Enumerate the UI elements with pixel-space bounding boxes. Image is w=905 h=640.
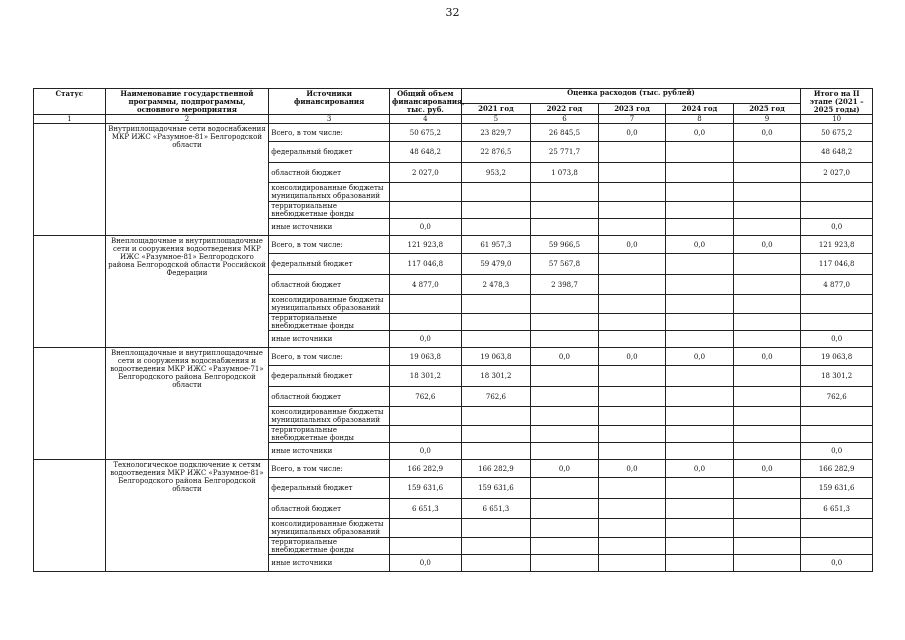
value-y2023 [598, 219, 666, 236]
value-y2024 [666, 163, 734, 183]
value-y2022: 0,0 [531, 348, 599, 366]
header-stage-total: Итого на II этапе (2021 – 2025 годы) [801, 89, 873, 115]
value-y2021 [461, 331, 531, 348]
column-number: 5 [461, 115, 531, 124]
value-total: 19 063,8 [390, 348, 462, 366]
value-y2021 [461, 538, 531, 555]
column-number: 7 [598, 115, 666, 124]
value-stage: 159 631,6 [801, 478, 873, 499]
funding-source: федеральный бюджет [269, 254, 390, 275]
value-y2021 [461, 295, 531, 314]
funding-source: иные источники [269, 555, 390, 572]
value-total: 6 651,3 [390, 499, 462, 519]
value-total [390, 519, 462, 538]
value-y2024 [666, 519, 734, 538]
value-stage [801, 426, 873, 443]
value-total [390, 426, 462, 443]
funding-source: консолидированные бюджеты муниципальных образований [269, 295, 390, 314]
funding-source: территориальные внебюджетные фонды [269, 426, 390, 443]
value-y2021 [461, 443, 531, 460]
funding-source: консолидированные бюджеты муниципальных образований [269, 519, 390, 538]
value-y2023 [598, 254, 666, 275]
value-y2021: 61 957,3 [461, 236, 531, 254]
value-stage [801, 407, 873, 426]
program-name: Внутриплощадочные сети водоснабжения МКР ИЖС «Разумное-81» Белгородской области [105, 124, 269, 236]
value-total [390, 314, 462, 331]
value-y2021 [461, 407, 531, 426]
value-total: 159 631,6 [390, 478, 462, 499]
value-y2022 [531, 519, 599, 538]
value-y2021 [461, 202, 531, 219]
value-y2022 [531, 407, 599, 426]
column-number: 10 [801, 115, 873, 124]
value-y2021 [461, 314, 531, 331]
value-y2023 [598, 387, 666, 407]
value-y2025 [733, 163, 801, 183]
value-y2023 [598, 555, 666, 572]
funding-source: Всего, в том числе: [269, 460, 390, 478]
value-y2022: 1 073,8 [531, 163, 599, 183]
value-y2021: 166 282,9 [461, 460, 531, 478]
value-total [390, 538, 462, 555]
value-y2024 [666, 555, 734, 572]
value-y2025 [733, 426, 801, 443]
value-y2025: 0,0 [733, 124, 801, 142]
value-y2022 [531, 295, 599, 314]
funding-source: иные источники [269, 331, 390, 348]
column-number: 4 [390, 115, 462, 124]
value-y2024 [666, 314, 734, 331]
value-y2021: 953,2 [461, 163, 531, 183]
value-y2025 [733, 387, 801, 407]
value-y2025 [733, 295, 801, 314]
value-y2021: 23 829,7 [461, 124, 531, 142]
value-total: 4 877,0 [390, 275, 462, 295]
funding-source: федеральный бюджет [269, 478, 390, 499]
value-y2024 [666, 295, 734, 314]
table-row [34, 460, 873, 478]
value-y2022: 59 966,5 [531, 236, 599, 254]
value-y2025 [733, 331, 801, 348]
funding-source: иные источники [269, 443, 390, 460]
header-year-2024: 2024 год [666, 103, 734, 114]
value-stage [801, 314, 873, 331]
header-year-2025: 2025 год [733, 103, 801, 114]
funding-source: Всего, в том числе: [269, 236, 390, 254]
value-stage [801, 538, 873, 555]
column-number: 3 [269, 115, 390, 124]
header-year-2023: 2023 год [598, 103, 666, 114]
value-stage: 18 301,2 [801, 366, 873, 387]
value-stage [801, 202, 873, 219]
value-stage: 50 675,2 [801, 124, 873, 142]
value-stage: 166 282,9 [801, 460, 873, 478]
funding-source: областной бюджет [269, 387, 390, 407]
header-estimate: Оценка расходов (тыс. рублей) [461, 89, 801, 104]
value-y2023: 0,0 [598, 460, 666, 478]
value-total: 48 648,2 [390, 142, 462, 163]
value-stage: 4 877,0 [801, 275, 873, 295]
value-y2022 [531, 555, 599, 572]
value-total: 18 301,2 [390, 366, 462, 387]
funding-source: областной бюджет [269, 163, 390, 183]
value-y2025 [733, 314, 801, 331]
value-y2022: 25 771,7 [531, 142, 599, 163]
value-y2024 [666, 331, 734, 348]
value-y2023 [598, 407, 666, 426]
value-y2025 [733, 366, 801, 387]
value-y2022 [531, 478, 599, 499]
value-y2024 [666, 366, 734, 387]
value-y2024 [666, 499, 734, 519]
value-y2021: 18 301,2 [461, 366, 531, 387]
column-number: 2 [105, 115, 269, 124]
value-y2023 [598, 426, 666, 443]
value-y2021: 6 651,3 [461, 499, 531, 519]
value-y2024 [666, 407, 734, 426]
column-number: 1 [34, 115, 106, 124]
funding-source: иные источники [269, 219, 390, 236]
value-stage: 0,0 [801, 555, 873, 572]
financing-table [33, 88, 873, 572]
value-stage: 48 648,2 [801, 142, 873, 163]
table-row [34, 236, 873, 254]
value-total: 2 027,0 [390, 163, 462, 183]
value-y2021: 2 478,3 [461, 275, 531, 295]
value-y2023 [598, 519, 666, 538]
value-y2023: 0,0 [598, 348, 666, 366]
value-y2025 [733, 519, 801, 538]
value-stage: 117 046,8 [801, 254, 873, 275]
value-stage: 0,0 [801, 219, 873, 236]
value-y2024: 0,0 [666, 236, 734, 254]
value-y2021: 59 479,0 [461, 254, 531, 275]
funding-source: Всего, в том числе: [269, 348, 390, 366]
value-y2022 [531, 366, 599, 387]
value-stage: 0,0 [801, 331, 873, 348]
table-row [34, 348, 873, 366]
funding-source: территориальные внебюджетные фонды [269, 538, 390, 555]
column-number: 6 [531, 115, 599, 124]
value-total: 121 923,8 [390, 236, 462, 254]
header-year-2021: 2021 год [461, 103, 531, 114]
value-y2022 [531, 499, 599, 519]
value-y2024 [666, 219, 734, 236]
value-y2022: 26 845,5 [531, 124, 599, 142]
value-y2023 [598, 478, 666, 499]
value-y2025 [733, 538, 801, 555]
value-stage: 762,6 [801, 387, 873, 407]
value-total [390, 183, 462, 202]
value-total: 0,0 [390, 331, 462, 348]
value-stage: 2 027,0 [801, 163, 873, 183]
value-y2021 [461, 183, 531, 202]
program-name: Внеплощадочные и внутриплощадочные сети и сооружения водоснабжения и водоотведения МКР ИЖС «Разумное-71» Белгородского района Белгородской области [105, 348, 269, 460]
value-stage: 0,0 [801, 443, 873, 460]
value-total [390, 295, 462, 314]
value-y2021 [461, 555, 531, 572]
value-stage: 6 651,3 [801, 499, 873, 519]
value-stage: 121 923,8 [801, 236, 873, 254]
value-y2023: 0,0 [598, 124, 666, 142]
value-y2023 [598, 142, 666, 163]
value-total [390, 202, 462, 219]
header-total-volume: Общий объем финансирования, тыс. руб. [390, 89, 462, 115]
value-y2023 [598, 366, 666, 387]
header-sources: Источники финансирования [269, 89, 390, 115]
value-total: 0,0 [390, 443, 462, 460]
value-y2025: 0,0 [733, 236, 801, 254]
value-total: 0,0 [390, 219, 462, 236]
value-y2022 [531, 314, 599, 331]
table-row [34, 124, 873, 142]
value-y2021 [461, 426, 531, 443]
value-y2023 [598, 499, 666, 519]
value-y2022 [531, 538, 599, 555]
column-numbers-row [34, 115, 873, 124]
value-y2025 [733, 183, 801, 202]
value-stage: 19 063,8 [801, 348, 873, 366]
value-y2025 [733, 555, 801, 572]
value-y2025: 0,0 [733, 348, 801, 366]
value-total: 166 282,9 [390, 460, 462, 478]
value-y2021: 22 876,5 [461, 142, 531, 163]
funding-source: федеральный бюджет [269, 366, 390, 387]
column-number: 9 [733, 115, 801, 124]
value-y2024 [666, 142, 734, 163]
value-y2022 [531, 331, 599, 348]
funding-source: территориальные внебюджетные фонды [269, 202, 390, 219]
program-name: Технологическое подключение к сетям водоотведения МКР ИЖС «Разумное-81» Белгородского района Белгородской области [105, 460, 269, 572]
value-stage [801, 183, 873, 202]
status-cell [34, 124, 106, 236]
value-y2023 [598, 183, 666, 202]
program-name: Внеплощадочные и внутриплощадочные сети и сооружения водоотведения МКР ИЖС «Разумное-81» Белгородского района Белгородской области Российской Федерации [105, 236, 269, 348]
value-total: 117 046,8 [390, 254, 462, 275]
value-y2021: 762,6 [461, 387, 531, 407]
value-y2024 [666, 387, 734, 407]
value-y2022: 0,0 [531, 460, 599, 478]
value-y2024 [666, 478, 734, 499]
funding-source: федеральный бюджет [269, 142, 390, 163]
value-y2022 [531, 387, 599, 407]
value-y2021 [461, 519, 531, 538]
value-y2024: 0,0 [666, 124, 734, 142]
value-total: 50 675,2 [390, 124, 462, 142]
value-y2022: 57 567,8 [531, 254, 599, 275]
funding-source: Всего, в том числе: [269, 124, 390, 142]
value-y2023 [598, 202, 666, 219]
value-y2022 [531, 426, 599, 443]
value-y2022 [531, 183, 599, 202]
value-y2025 [733, 499, 801, 519]
value-y2024 [666, 426, 734, 443]
funding-source: областной бюджет [269, 275, 390, 295]
funding-source: областной бюджет [269, 499, 390, 519]
value-y2025 [733, 202, 801, 219]
value-y2022: 2 398,7 [531, 275, 599, 295]
value-y2023 [598, 163, 666, 183]
value-y2021: 159 631,6 [461, 478, 531, 499]
value-y2024 [666, 538, 734, 555]
status-cell [34, 348, 106, 460]
value-y2025 [733, 142, 801, 163]
value-y2024 [666, 202, 734, 219]
value-y2023: 0,0 [598, 236, 666, 254]
page-number: 32 [445, 6, 460, 19]
value-total [390, 407, 462, 426]
value-y2022 [531, 219, 599, 236]
value-y2025 [733, 478, 801, 499]
value-y2021: 19 063,8 [461, 348, 531, 366]
value-total: 0,0 [390, 555, 462, 572]
value-y2025 [733, 219, 801, 236]
status-cell [34, 236, 106, 348]
value-y2024 [666, 275, 734, 295]
value-stage [801, 519, 873, 538]
value-y2021 [461, 219, 531, 236]
value-y2025 [733, 443, 801, 460]
header-status: Статус [34, 89, 106, 115]
funding-source: территориальные внебюджетные фонды [269, 314, 390, 331]
value-y2024 [666, 254, 734, 275]
value-y2024 [666, 443, 734, 460]
value-y2024: 0,0 [666, 348, 734, 366]
header-name: Наименование государственной программы, подпрограммы, основного мероприятия [105, 89, 269, 115]
value-y2023 [598, 538, 666, 555]
value-y2024: 0,0 [666, 460, 734, 478]
funding-source: консолидированные бюджеты муниципальных образований [269, 407, 390, 426]
value-y2024 [666, 183, 734, 202]
value-y2025 [733, 275, 801, 295]
value-y2023 [598, 331, 666, 348]
value-y2025 [733, 254, 801, 275]
value-y2025 [733, 407, 801, 426]
value-total: 762,6 [390, 387, 462, 407]
value-y2025: 0,0 [733, 460, 801, 478]
value-stage [801, 295, 873, 314]
value-y2023 [598, 295, 666, 314]
value-y2022 [531, 443, 599, 460]
value-y2022 [531, 202, 599, 219]
header-year-2022: 2022 год [531, 103, 599, 114]
status-cell [34, 460, 106, 572]
value-y2023 [598, 443, 666, 460]
value-y2023 [598, 314, 666, 331]
column-number: 8 [666, 115, 734, 124]
funding-source: консолидированные бюджеты муниципальных образований [269, 183, 390, 202]
value-y2023 [598, 275, 666, 295]
